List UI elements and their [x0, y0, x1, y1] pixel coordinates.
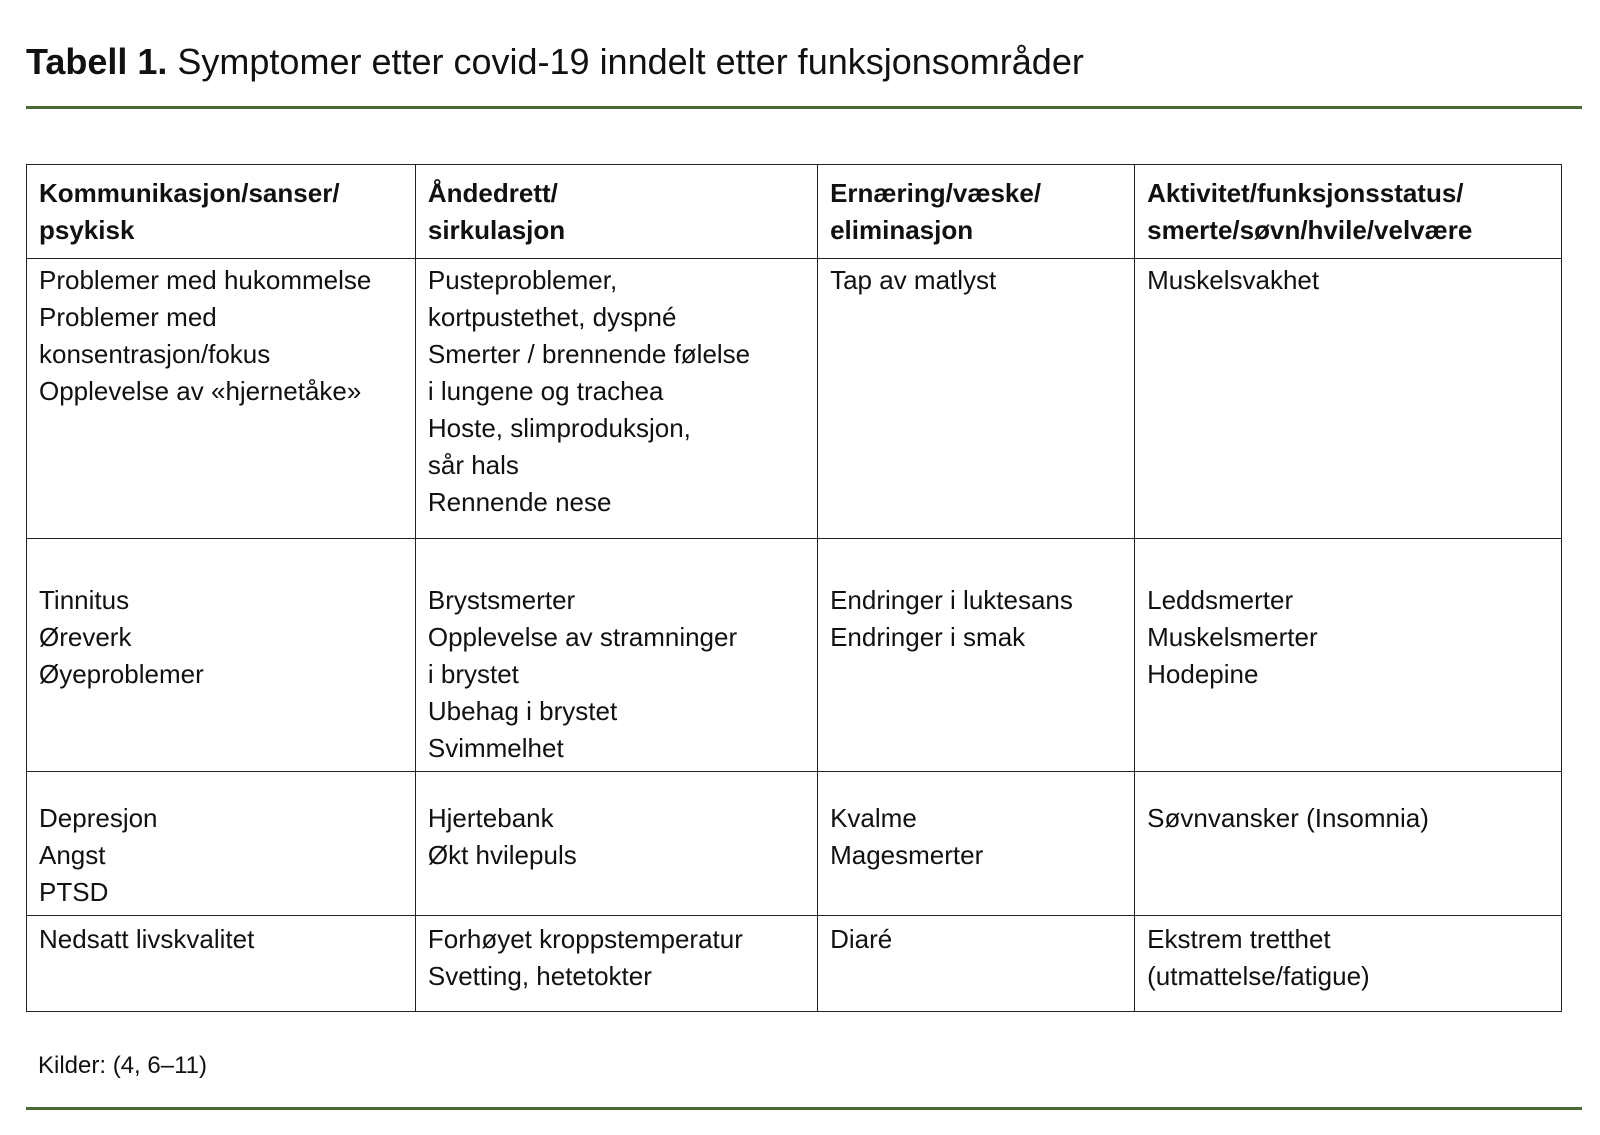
- cell-line: Kvalme: [830, 803, 917, 833]
- cell-line: Økt hvilepuls: [427, 840, 577, 870]
- table-cell: [27, 772, 416, 916]
- cell-line: Problemer med hukommelse: [39, 265, 372, 295]
- table-cell: [27, 539, 416, 772]
- cell-line: Smerter / brennende følelse: [427, 339, 751, 369]
- table-title-text: Symptomer etter covid-19 inndelt etter funksjonsområder: [177, 41, 1084, 82]
- cell-line: Diaré: [830, 924, 893, 954]
- cell-line: Forhøyet kroppstemperatur: [427, 924, 743, 954]
- cell-line: Svimmelhet: [427, 733, 564, 763]
- cell-line: Ekstrem tretthet: [1147, 924, 1331, 954]
- cell-line: Tinnitus: [39, 585, 130, 615]
- table-header-row: [27, 165, 1562, 259]
- cell-line: Øyeproblemer: [39, 659, 204, 689]
- header-respiration: Åndedrett/ sirkulasjon: [415, 165, 817, 259]
- cell-line: Søvnvansker (Insomnia): [1147, 803, 1429, 833]
- table-cell: [27, 916, 416, 1012]
- cell-line: Opplevelse av «hjernetåke»: [39, 376, 362, 406]
- cell-line: Muskelsvakhet: [1147, 265, 1320, 295]
- header-activity: Aktivitet/funksjonsstatus/ smerte/søvn/hvile/velvære: [1135, 165, 1562, 259]
- table-cell: [415, 772, 817, 916]
- cell-line: Øreverk: [39, 622, 132, 652]
- table-cell: [1135, 259, 1562, 539]
- cell-line: i brystet: [427, 659, 519, 689]
- cell-line: Leddsmerter: [1147, 585, 1294, 615]
- cell-line: Rennende nese: [427, 487, 612, 517]
- table-title-label: Tabell 1.: [26, 41, 168, 82]
- source-note: Kilder: (4, 6–11): [38, 1052, 207, 1079]
- table-row: [27, 916, 1562, 1012]
- cell-line: Angst: [39, 840, 106, 870]
- cell-line: kortpustethet, dyspné: [427, 302, 677, 332]
- table-row: [27, 259, 1562, 539]
- cell-line: Pusteproblemer,: [427, 265, 618, 295]
- cell-line: Nedsatt livskvalitet: [39, 924, 255, 954]
- cell-line: Hoste, slimproduksjon,: [427, 413, 691, 443]
- table-cell: [818, 916, 1135, 1012]
- table-cell: [818, 259, 1135, 539]
- header-communication: Kommunikasjon/sanser/ psykisk: [27, 165, 416, 259]
- table-cell: [415, 539, 817, 772]
- table-cell: [27, 259, 416, 539]
- table-row: [27, 772, 1562, 916]
- header-nutrition: Ernæring/væske/ eliminasjon: [818, 165, 1135, 259]
- table-cell: [415, 916, 817, 1012]
- cell-line: i lungene og trachea: [427, 376, 664, 406]
- cell-line: Brystsmerter: [427, 585, 576, 615]
- bottom-divider: [26, 1107, 1582, 1110]
- top-divider: [26, 106, 1582, 109]
- cell-line: Endringer i luktesans: [830, 585, 1073, 615]
- cell-line: Endringer i smak: [830, 622, 1026, 652]
- cell-line: konsentrasjon/fokus: [39, 339, 271, 369]
- cell-line: Magesmerter: [830, 840, 984, 870]
- cell-line: Hjertebank: [427, 803, 554, 833]
- table-cell: [818, 539, 1135, 772]
- cell-line: Svetting, hetetokter: [427, 961, 652, 991]
- table-cell: [1135, 916, 1562, 1012]
- table-cell: [1135, 539, 1562, 772]
- cell-line: Hodepine: [1147, 659, 1259, 689]
- symptoms-table: [26, 164, 1562, 1012]
- cell-line: Depresjon: [39, 803, 158, 833]
- cell-line: PTSD: [39, 877, 109, 907]
- cell-line: Muskelsmerter: [1147, 622, 1318, 652]
- table-cell: [1135, 772, 1562, 916]
- cell-line: Opplevelse av stramninger: [427, 622, 738, 652]
- cell-line: Ubehag i brystet: [427, 696, 618, 726]
- cell-line: Problemer med: [39, 302, 217, 332]
- table-title: [26, 38, 1084, 86]
- cell-line: (utmattelse/fatigue): [1147, 961, 1370, 991]
- table-cell: [818, 772, 1135, 916]
- cell-line: sår hals: [427, 450, 519, 480]
- table-cell: [415, 259, 817, 539]
- cell-line: Tap av matlyst: [830, 265, 997, 295]
- table-row: [27, 539, 1562, 772]
